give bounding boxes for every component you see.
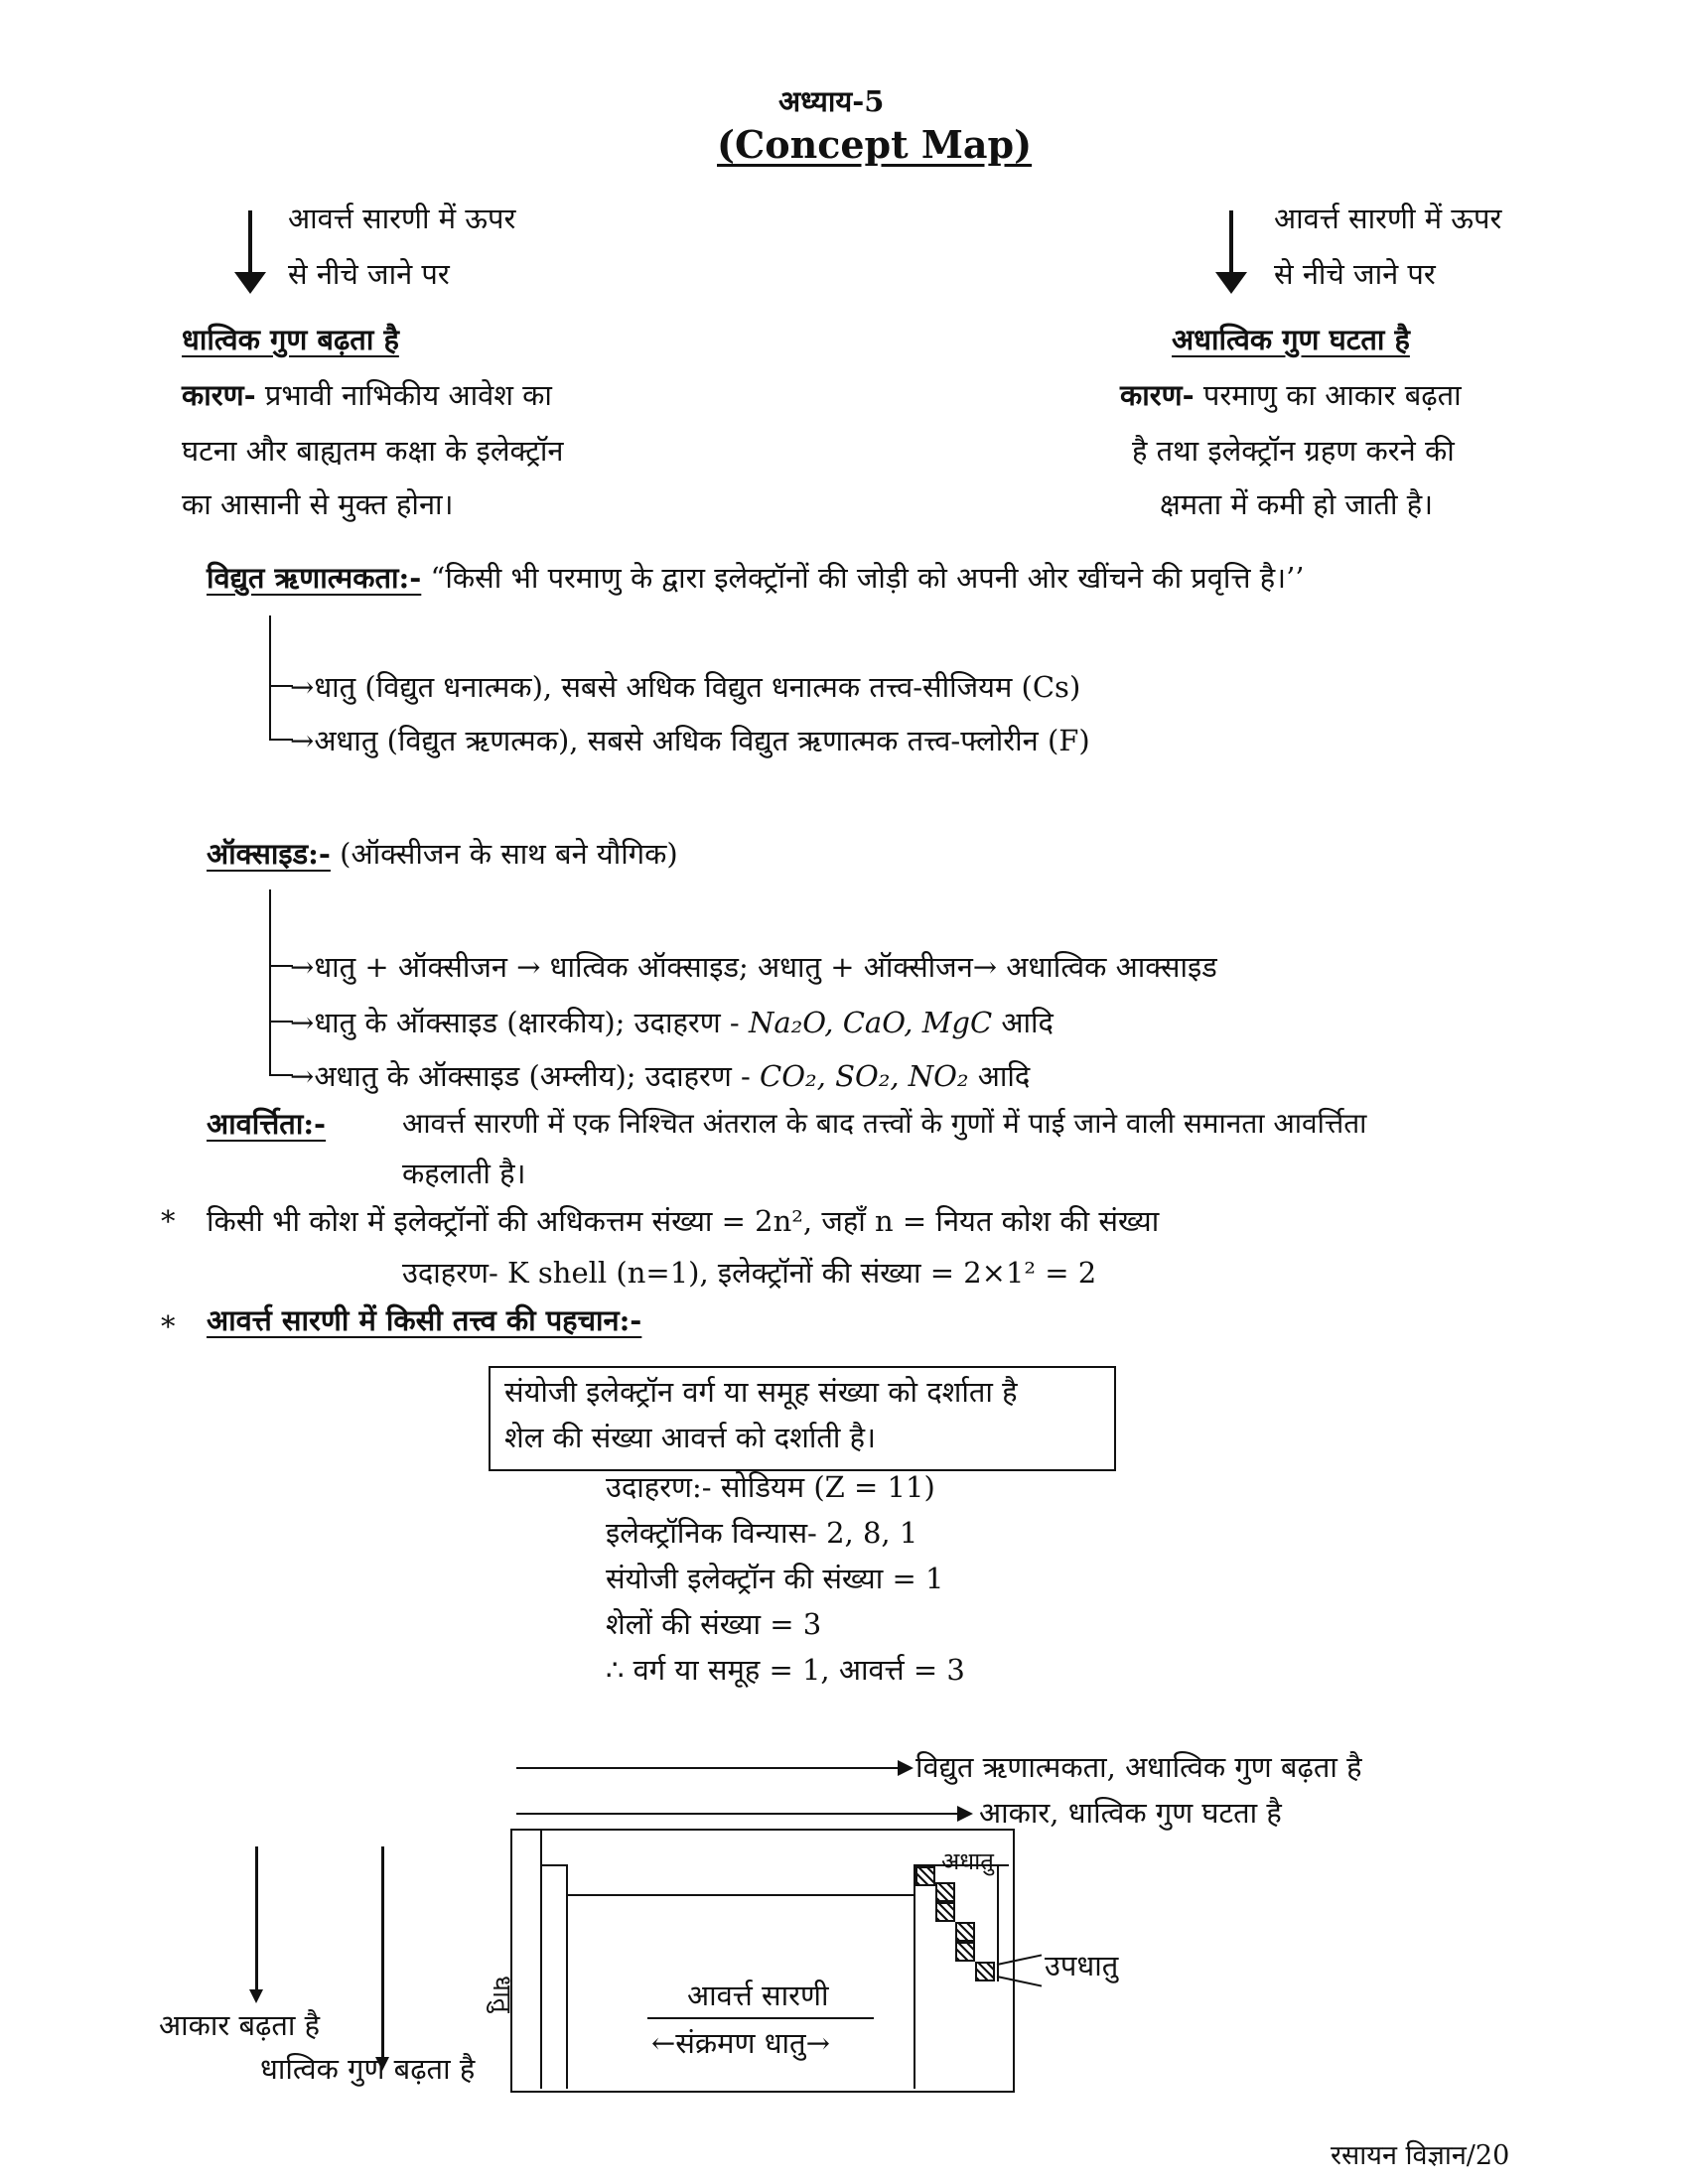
electronegativity-definition	[207, 558, 1305, 598]
left-heading: धात्विक गुण बढ़ता है	[182, 323, 399, 356]
page-title: (Concept Map)	[717, 122, 1033, 167]
top-arrow-2-label: आकार, धात्विक गुण घटता है	[979, 1796, 1282, 1830]
right-reason-label: कारण-	[1120, 378, 1195, 412]
basic-oxide-formulas: Na₂O, CaO, MgC	[748, 1006, 993, 1039]
oxide-branch-2: →धातु के ऑक्साइड (क्षारकीय); उदाहरण - Na₂O, CaO, MgC आदि	[290, 1006, 1054, 1039]
example-line-2: इलेक्ट्रॉनिक विन्यास- 2, 8, 1	[606, 1516, 918, 1550]
left-arrow-1-line	[255, 1846, 258, 1995]
top-arrow-1-head	[898, 1760, 914, 1776]
example-line-5: ∴ वर्ग या समूह = 1, आवर्त्त = 3	[606, 1653, 965, 1687]
left-reason-3: का आसानी से मुक्त होना।	[182, 487, 454, 521]
oxide-branch-1: →धातु + ऑक्सीजन → धात्विक ऑक्साइड; अधातु + ऑक्सीजन→ अधात्विक आक्साइड	[290, 950, 1217, 984]
oxide-heading	[207, 834, 678, 874]
right-reason-text-1: परमाणु का आकार बढ़ता	[1202, 378, 1462, 412]
oxide-desc: (ऑक्सीजन के साथ बने यौगिक)	[340, 837, 678, 871]
group1-step	[540, 1864, 568, 1866]
oxide-branch-2-end: आदि	[1001, 1006, 1054, 1039]
shell-rule-line-1: किसी भी कोश में इलेक्ट्रॉनों की अधिकत्तम संख्या = 2n², जहाँ n = नियत कोश की संख्या	[207, 1204, 1160, 1238]
right-reason-3: क्षमता में कमी हो जाती है।	[1160, 487, 1434, 521]
identification-star: *	[161, 1309, 176, 1343]
electronegativity-text: “किसी भी परमाणु के द्वारा इलेक्ट्रॉनों की जोड़ी को अपनी ओर खींचने की प्रवृत्ति है।’’	[430, 561, 1305, 595]
transition-metal-label: ←संक्रमण धातु→	[651, 2026, 830, 2060]
left-down-arrow	[248, 210, 252, 280]
identification-heading: आवर्त्त सारणी में किसी तत्त्व की पहचान:-	[207, 1303, 642, 1337]
acidic-oxide-formulas: CO₂, SO₂, NO₂	[760, 1059, 969, 1093]
shell-rule-line-2: उदाहरण- K shell (n=1), इलेक्ट्रॉनों की संख्या = 2×1² = 2	[402, 1256, 1097, 1290]
right-down-arrow	[1229, 210, 1233, 280]
oxide-branch-2-text: धातु के ऑक्साइड (क्षारकीय); उदाहरण -	[314, 1006, 740, 1039]
metalloid-label: उपधातु	[1045, 1949, 1119, 1982]
metal-label: धातु	[487, 1976, 516, 2013]
left-reason-text-1: प्रभावी नाभिकीय आवेश का	[264, 378, 552, 412]
metalloid-cell-2	[935, 1882, 955, 1902]
left-reason-label: कारण-	[182, 378, 256, 412]
right-reason-1	[1120, 375, 1462, 415]
metalloid-cell-4	[955, 1922, 975, 1942]
metalloid-cell-5	[955, 1942, 975, 1962]
left-arrow-1-label: आकार बढ़ता है	[159, 2008, 321, 2042]
oxide-branch-3-end: आदि	[977, 1059, 1031, 1093]
transition-top	[566, 1894, 914, 1896]
example-line-1: उदाहरण:- सोडियम (Z = 11)	[606, 1470, 935, 1504]
left-reason-1	[182, 375, 552, 415]
left-arrow-text-2: से नीचे जाने पर	[288, 257, 450, 291]
oxide-branch-3: →अधातु के ऑक्साइड (अम्लीय); उदाहरण - CO₂, SO₂, NO₂ आदि	[290, 1059, 1031, 1093]
top-arrow-1-label: विद्युत ऋणात्मकता, अधात्विक गुण बढ़ता है	[915, 1750, 1362, 1784]
oxide-branch-1-text: धातु + ऑक्सीजन → धात्विक ऑक्साइड; अधातु + ऑक्सीजन→ अधात्विक आक्साइड	[314, 950, 1217, 984]
left-arrow-2-line	[381, 1846, 384, 2063]
example-line-4: शेलों की संख्या = 3	[606, 1607, 822, 1641]
periodic-table-title: आवर्त्त सारणी	[687, 1979, 829, 2012]
shell-star: *	[161, 1204, 176, 1238]
periodicity-label: आवर्त्तिता:-	[207, 1107, 327, 1141]
left-arrow-head	[234, 272, 266, 294]
box-line-1: संयोजी इलेक्ट्रॉन वर्ग या समूह संख्या को दर्शाता है	[504, 1375, 1018, 1409]
en-branch-2: →अधातु (विद्युत ऋणत्मक), सबसे अधिक विद्युत ऋणात्मक तत्त्व-फ्लोरीन (F)	[290, 724, 1090, 757]
en-tree-trunk	[269, 615, 271, 739]
periodicity-line-2: कहलाती है।	[402, 1157, 526, 1190]
right-arrow-head	[1215, 272, 1247, 294]
en-branch-1-text: धातु (विद्युत धनात्मक), सबसे अधिक विद्युत धनात्मक तत्त्व-सीजियम (Cs)	[314, 670, 1081, 704]
right-arrow-text-2: से नीचे जाने पर	[1274, 257, 1436, 291]
transition-right	[914, 1864, 915, 2089]
left-arrow-text-1: आवर्त्त सारणी में ऊपर	[288, 202, 516, 235]
electronegativity-label: विद्युत ऋणात्मकता:-	[207, 561, 422, 595]
left-arrow-1-head	[249, 1989, 263, 2003]
table-title-underline	[647, 2017, 874, 2019]
left-reason-2: घटना और बाह्यतम कक्षा के इलेक्ट्रॉन	[182, 434, 564, 468]
nonmetal-label: अधातु	[941, 1847, 994, 1875]
page-footer: रसायन विज्ञान/20	[1331, 2140, 1510, 2171]
box-line-2: शेल की संख्या आवर्त्त को दर्शाती है।	[504, 1421, 877, 1454]
en-branch-2-text: अधातु (विद्युत ऋणत्मक), सबसे अधिक विद्युत ऋणात्मक तत्त्व-फ्लोरीन (F)	[314, 724, 1090, 757]
top-arrow-2-head	[957, 1806, 973, 1822]
en-branch-1: →धातु (विद्युत धनात्मक), सबसे अधिक विद्युत धनात्मक तत्त्व-सीजियम (Cs)	[290, 670, 1081, 704]
oxide-tree-trunk	[269, 889, 271, 1074]
right-arrow-text-1: आवर्त्त सारणी में ऊपर	[1274, 202, 1502, 235]
top-arrow-1-line	[516, 1767, 904, 1769]
example-line-3: संयोजी इलेक्ट्रॉन की संख्या = 1	[606, 1562, 944, 1595]
left-arrow-2-label: धात्विक गुण बढ़ता है	[260, 2052, 476, 2086]
top-arrow-2-line	[516, 1813, 963, 1815]
oxide-branch-3-text: अधातु के ऑक्साइड (अम्लीय); उदाहरण -	[314, 1059, 751, 1093]
periodicity-line-1: आवर्त्त सारणी में एक निश्चित अंतराल के बाद तत्त्वों के गुणों में पाई जाने वाली समानता आवर्त्तिता	[402, 1107, 1367, 1140]
group1-column-right	[540, 1829, 542, 2089]
chapter-label: अध्याय-5	[778, 84, 885, 118]
right-heading: अधात्विक गुण घटता है	[1172, 323, 1410, 356]
oxide-label: ऑक्साइड:-	[207, 837, 331, 871]
group2-step	[566, 1864, 568, 2089]
metalloid-cell-1	[915, 1866, 935, 1886]
right-reason-2: है तथा इलेक्ट्रॉन ग्रहण करने की	[1132, 434, 1455, 468]
metalloid-cell-6	[975, 1962, 995, 1981]
metalloid-cell-3	[935, 1902, 955, 1922]
